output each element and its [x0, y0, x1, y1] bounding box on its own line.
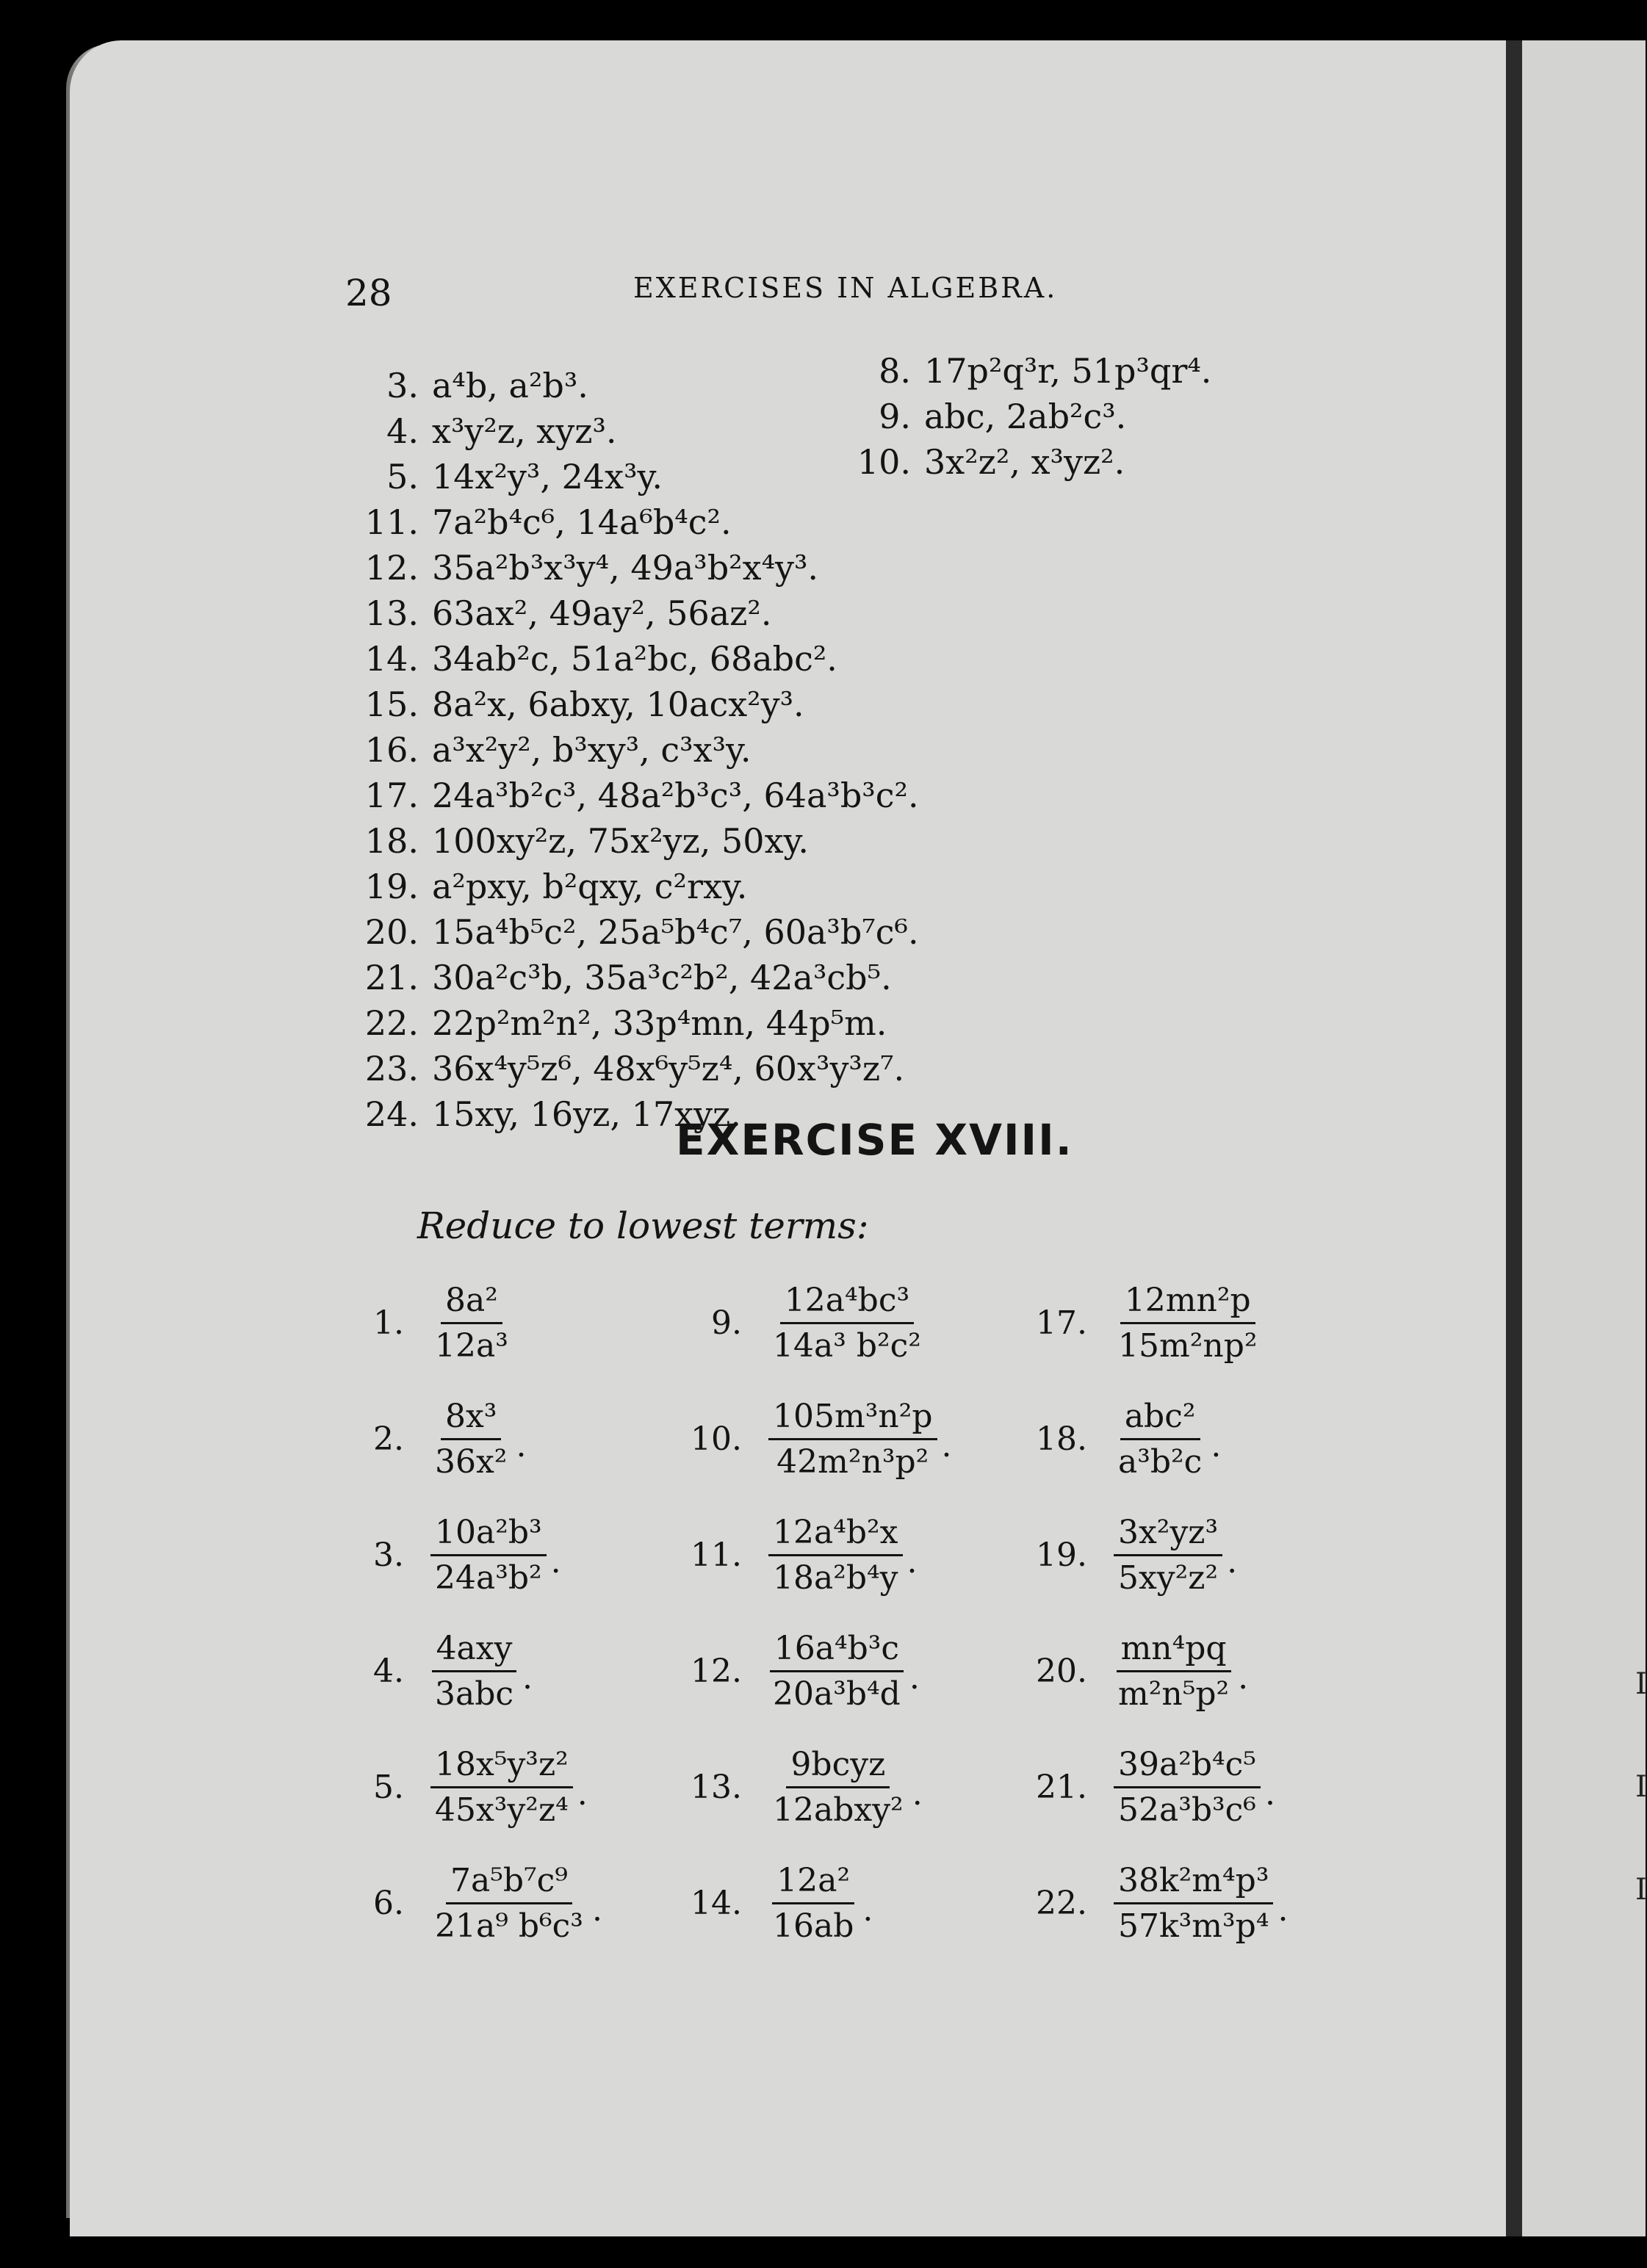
fraction-problem — [1028, 1398, 1221, 1481]
answer-number: 9. — [879, 397, 911, 436]
fraction-problem — [345, 1398, 526, 1481]
page-number: 28 — [345, 272, 392, 314]
answer-line — [345, 411, 617, 451]
answer-number: 12. — [364, 548, 419, 588]
numerator: 8x³ — [441, 1398, 501, 1440]
answer-number: 24. — [364, 1094, 419, 1134]
answer-line — [345, 1049, 904, 1088]
answer-line — [837, 397, 1126, 436]
denominator: 45x³y²z⁴ — [435, 1791, 569, 1829]
answer-line — [345, 457, 663, 496]
facing-page-fragment: I — [1635, 1667, 1647, 1701]
fraction — [1114, 1398, 1206, 1481]
denominator: 36x² — [435, 1443, 508, 1481]
problem-number: 11. — [691, 1536, 742, 1574]
fraction-problem — [683, 1514, 918, 1597]
fraction-problem — [345, 1282, 513, 1365]
problem-number: 1. — [373, 1304, 404, 1342]
denominator: 57k³m³p⁴ — [1118, 1907, 1269, 1945]
fraction-period: . — [941, 1427, 952, 1465]
fraction — [768, 1398, 937, 1481]
answer-number: 20. — [364, 912, 419, 952]
numerator: 39a²b⁴c⁵ — [1114, 1746, 1261, 1788]
fraction-problem — [345, 1514, 561, 1597]
denominator: 52a³b³c⁶ — [1118, 1791, 1256, 1829]
answer-line — [345, 867, 747, 906]
fraction-problem — [1028, 1282, 1262, 1365]
answer-line — [345, 821, 809, 861]
denominator: 21a⁹ b⁶c³ — [435, 1907, 583, 1945]
fraction — [430, 1862, 588, 1945]
numerator: 7a⁵b⁷c⁹ — [446, 1862, 572, 1904]
denominator: 18a²b⁴y — [773, 1559, 898, 1597]
denominator: a³b²c — [1118, 1443, 1203, 1481]
answer-line — [345, 912, 919, 952]
answer-text: 3x²z², x³yz². — [924, 442, 1125, 482]
denominator: 24a³b² — [435, 1559, 542, 1597]
answer-text: 14x²y³, 24x³y. — [432, 457, 663, 496]
problem-number: 13. — [691, 1769, 742, 1806]
fraction-period: . — [1264, 1775, 1275, 1813]
exercise-instruction: Reduce to lowest terms: — [417, 1205, 869, 1247]
answer-number: 17. — [364, 776, 419, 815]
answer-text: 34ab²c, 51a²bc, 68abc². — [432, 639, 837, 679]
answer-text: 17p²q³r, 51p³qr⁴. — [924, 351, 1212, 391]
answer-text: 35a²b³x³y⁴, 49a³b²x⁴y³. — [432, 548, 819, 588]
fraction — [430, 1514, 547, 1597]
fraction — [1114, 1746, 1261, 1829]
answer-line — [345, 1003, 887, 1043]
problem-number: 3. — [373, 1536, 404, 1574]
problem-number: 18. — [1036, 1420, 1087, 1458]
denominator: 20a³b⁴d — [773, 1675, 901, 1713]
answer-number: 18. — [364, 821, 419, 861]
problem-number: 2. — [373, 1420, 404, 1458]
answer-line — [837, 442, 1125, 482]
fraction-problem — [345, 1862, 602, 1945]
numerator: 38k²m⁴p³ — [1114, 1862, 1273, 1904]
fraction-problem — [345, 1746, 588, 1829]
fraction-period: . — [1277, 1891, 1289, 1929]
answer-text: 24a³b²c³, 48a²b³c³, 64a³b³c². — [432, 776, 919, 815]
fraction — [1114, 1630, 1233, 1713]
problem-number: 5. — [373, 1769, 404, 1806]
fraction-period: . — [912, 1775, 923, 1813]
fraction — [430, 1746, 573, 1829]
fraction — [768, 1630, 905, 1713]
fraction — [1114, 1862, 1273, 1945]
answer-text: a²pxy, b²qxy, c²rxy. — [432, 867, 748, 906]
answer-line — [345, 958, 892, 997]
answer-line — [345, 502, 732, 542]
fraction-problem — [683, 1398, 952, 1481]
answer-text: 100xy²z, 75x²yz, 50xy. — [432, 821, 810, 861]
running-title: EXERCISES IN ALGEBRA. — [633, 272, 1058, 304]
book-spine — [1506, 40, 1522, 2236]
denominator: m²n⁵p² — [1118, 1675, 1230, 1713]
answer-number: 11. — [364, 502, 419, 542]
fraction-period: . — [550, 1543, 561, 1581]
fraction — [768, 1746, 908, 1829]
numerator: 105m³n²p — [768, 1398, 937, 1440]
answer-number: 8. — [879, 351, 911, 391]
fraction-period: . — [909, 1659, 920, 1697]
answer-number: 10. — [857, 442, 911, 482]
denominator: 16ab — [773, 1907, 854, 1945]
denominator: 12a³ — [435, 1327, 508, 1365]
fraction-problem — [1028, 1630, 1248, 1713]
fraction-problem — [683, 1630, 920, 1713]
numerator: 16a⁴b³c — [770, 1630, 904, 1672]
answer-text: 15a⁴b⁵c², 25a⁵b⁴c⁷, 60a³b⁷c⁶. — [432, 912, 919, 952]
answer-line — [345, 639, 837, 679]
facing-page-fragment: I — [1635, 1770, 1647, 1804]
fraction-period: . — [516, 1427, 527, 1465]
numerator: 12a² — [772, 1862, 854, 1904]
denominator: 15m²np² — [1118, 1327, 1258, 1365]
problem-number: 9. — [711, 1304, 742, 1342]
fraction-problem — [683, 1282, 926, 1365]
facing-page-fragment: I — [1635, 1873, 1647, 1907]
fraction-problem — [1028, 1746, 1275, 1829]
answer-line — [345, 548, 818, 588]
problem-number: 12. — [691, 1653, 742, 1690]
fraction-period: . — [1227, 1543, 1238, 1581]
fraction-problem — [683, 1862, 873, 1945]
fraction — [430, 1630, 518, 1713]
fraction — [430, 1398, 511, 1481]
answer-text: 30a²c³b, 35a³c²b², 42a³cb⁵. — [432, 958, 892, 997]
numerator: 3x²yz³ — [1114, 1514, 1222, 1556]
fraction-period: . — [577, 1775, 588, 1813]
answer-line — [345, 776, 919, 815]
problem-number: 10. — [691, 1420, 742, 1458]
numerator: 8a² — [441, 1282, 502, 1324]
fraction — [1114, 1514, 1222, 1597]
problem-number: 21. — [1036, 1769, 1087, 1806]
exercise-title: EXERCISE XVIII. — [676, 1115, 1073, 1165]
answer-text: 22p²m²n², 33p⁴mn, 44p⁵m. — [432, 1003, 887, 1043]
answer-line — [345, 366, 588, 405]
problem-number: 19. — [1036, 1536, 1087, 1574]
answer-text: abc, 2ab²c³. — [924, 397, 1127, 436]
numerator: 4axy — [432, 1630, 517, 1672]
facing-page-edge — [1522, 40, 1646, 2236]
answer-number: 14. — [364, 639, 419, 679]
fraction-period: . — [522, 1659, 533, 1697]
problem-number: 20. — [1036, 1653, 1087, 1690]
answer-number: 23. — [364, 1049, 419, 1088]
answer-number: 13. — [364, 593, 419, 633]
answer-number: 5. — [386, 457, 419, 496]
problem-number: 17. — [1036, 1304, 1087, 1342]
answer-number: 15. — [364, 685, 419, 724]
denominator: 42m²n³p² — [776, 1443, 929, 1481]
answer-line — [345, 685, 804, 724]
denominator: 5xy²z² — [1118, 1559, 1219, 1597]
fraction-period: . — [907, 1543, 918, 1581]
answer-text: 15xy, 16yz, 17xyz. — [432, 1094, 741, 1134]
answer-number: 4. — [386, 411, 419, 451]
numerator: 12a⁴bc³ — [780, 1282, 914, 1324]
answer-text: 8a²x, 6abxy, 10acx²y³. — [432, 685, 804, 724]
answer-text: x³y²z, xyz³. — [432, 411, 617, 451]
fraction-problem — [683, 1746, 923, 1829]
fraction — [768, 1514, 903, 1597]
problem-number: 6. — [373, 1885, 404, 1922]
answer-number: 16. — [364, 730, 419, 770]
answer-text: 7a²b⁴c⁶, 14a⁶b⁴c². — [432, 502, 732, 542]
fraction-problem — [1028, 1862, 1288, 1945]
answer-text: 36x⁴y⁵z⁶, 48x⁶y⁵z⁴, 60x³y³z⁷. — [432, 1049, 905, 1088]
fraction-problem — [1028, 1514, 1237, 1597]
answer-number: 3. — [386, 366, 419, 405]
fraction-period: . — [1238, 1659, 1249, 1697]
fraction — [768, 1862, 858, 1945]
fraction-period: . — [1211, 1427, 1222, 1465]
fraction — [768, 1282, 926, 1365]
numerator: 10a²b³ — [430, 1514, 547, 1556]
problem-number: 22. — [1036, 1885, 1087, 1922]
fraction-problem — [345, 1630, 533, 1713]
problem-number: 14. — [691, 1885, 742, 1922]
numerator: abc² — [1120, 1398, 1200, 1440]
answer-number: 19. — [364, 867, 419, 906]
fraction-period: . — [591, 1891, 602, 1929]
answer-text: 63ax², 49ay², 56az². — [432, 593, 772, 633]
answer-line — [345, 593, 771, 633]
answer-text: a³x²y², b³xy³, c³x³y. — [432, 730, 752, 770]
denominator: 3abc — [435, 1675, 514, 1713]
answer-number: 21. — [364, 958, 419, 997]
fraction — [430, 1282, 513, 1365]
problem-number: 4. — [373, 1653, 404, 1690]
numerator: 9bcyz — [786, 1746, 890, 1788]
numerator: mn⁴pq — [1117, 1630, 1231, 1672]
denominator: 14a³ b²c² — [773, 1327, 921, 1365]
answer-line — [345, 730, 752, 770]
fraction-period: . — [862, 1891, 873, 1929]
answer-line — [837, 351, 1211, 391]
denominator: 12abxy² — [773, 1791, 904, 1829]
numerator: 12a⁴b²x — [768, 1514, 902, 1556]
numerator: 12mn²p — [1120, 1282, 1255, 1324]
answer-text: a⁴b, a²b³. — [432, 366, 588, 405]
answer-number: 22. — [364, 1003, 419, 1043]
fraction — [1114, 1282, 1262, 1365]
numerator: 18x⁵y³z² — [430, 1746, 573, 1788]
